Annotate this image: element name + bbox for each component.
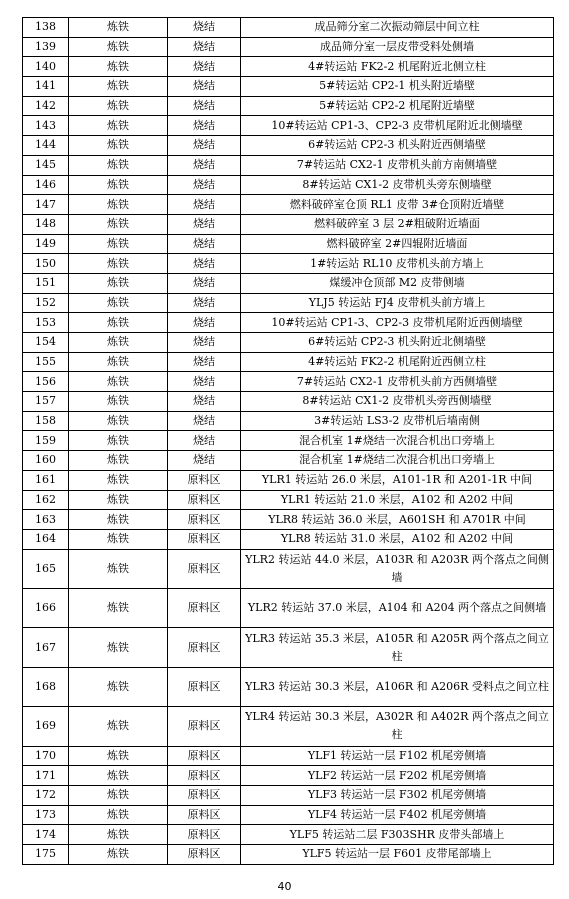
row-number-cell: 158 [23, 411, 69, 431]
table-row [23, 136, 554, 156]
department-cell: 炼铁 [69, 588, 168, 627]
location-cell: 成品筛分室一层皮带受料处侧墙 [241, 37, 554, 57]
location-cell: 煤缓冲仓顶部 M2 皮带侧墙 [241, 273, 554, 293]
location-cell: YLF5 转运站二层 F303SHR 皮带头部墙上 [241, 825, 554, 845]
location-cell: 7#转运站 CX2-1 皮带机头前方南侧墙壁 [241, 155, 554, 175]
location-cell: 8#转运站 CX1-2 皮带机头旁西侧墙壁 [241, 392, 554, 412]
location-cell: 10#转运站 CP1-3、CP2-3 皮带机尾附近西侧墙壁 [241, 313, 554, 333]
row-number-cell: 151 [23, 273, 69, 293]
table-row [23, 785, 554, 805]
location-cell: 燃料破碎室仓顶 RL1 皮带 3#仓顶附近墙壁 [241, 195, 554, 215]
area-cell: 烧结 [168, 352, 241, 372]
area-cell: 烧结 [168, 451, 241, 471]
row-number-cell: 170 [23, 746, 69, 766]
table-row [23, 844, 554, 864]
table-row [23, 37, 554, 57]
table-row [23, 451, 554, 471]
location-cell: YLF3 转运站一层 F302 机尾旁侧墙 [241, 785, 554, 805]
row-number-cell: 148 [23, 214, 69, 234]
location-cell: YLR2 转运站 37.0 米层，A104 和 A204 两个落点之间侧墙 [241, 588, 554, 627]
location-cell: YLR8 转运站 31.0 米层，A102 和 A202 中间 [241, 529, 554, 549]
location-cell: 6#转运站 CP2-3 机头附近西侧墙壁 [241, 136, 554, 156]
location-cell: 7#转运站 CX2-1 皮带机头前方西侧墙壁 [241, 372, 554, 392]
department-cell: 炼铁 [69, 746, 168, 766]
area-cell: 烧结 [168, 155, 241, 175]
table-row [23, 57, 554, 77]
location-cell: YLR1 转运站 21.0 米层，A102 和 A202 中间 [241, 490, 554, 510]
location-cell: 8#转运站 CX1-2 皮带机头旁东侧墙壁 [241, 175, 554, 195]
area-cell: 烧结 [168, 411, 241, 431]
location-cell: 6#转运站 CP2-3 机头附近北侧墙壁 [241, 333, 554, 353]
department-cell: 炼铁 [69, 136, 168, 156]
department-cell: 炼铁 [69, 844, 168, 864]
department-cell: 炼铁 [69, 707, 168, 746]
table-row [23, 18, 554, 38]
location-cell: YLR3 转运站 30.3 米层，A106R 和 A206R 受料点之间立柱 [241, 667, 554, 706]
table-row [23, 825, 554, 845]
department-cell: 炼铁 [69, 175, 168, 195]
row-number-cell: 138 [23, 18, 69, 38]
area-cell: 原料区 [168, 785, 241, 805]
area-cell: 烧结 [168, 116, 241, 136]
department-cell: 炼铁 [69, 77, 168, 97]
row-number-cell: 154 [23, 333, 69, 353]
area-cell: 烧结 [168, 392, 241, 412]
area-cell: 烧结 [168, 37, 241, 57]
area-cell: 烧结 [168, 77, 241, 97]
table-row [23, 313, 554, 333]
table-row [23, 510, 554, 530]
department-cell: 炼铁 [69, 470, 168, 490]
row-number-cell: 150 [23, 254, 69, 274]
row-number-cell: 152 [23, 293, 69, 313]
row-number-cell: 165 [23, 549, 69, 588]
area-cell: 烧结 [168, 18, 241, 38]
area-cell: 原料区 [168, 549, 241, 588]
table-row [23, 254, 554, 274]
location-cell: YLF4 转运站一层 F402 机尾旁侧墙 [241, 805, 554, 825]
department-cell: 炼铁 [69, 352, 168, 372]
location-cell: 燃料破碎室 2#四辊附近墙面 [241, 234, 554, 254]
location-cell: YLR3 转运站 35.3 米层，A105R 和 A205R 两个落点之间立柱 [241, 628, 554, 667]
location-cell: 4#转运站 FK2-2 机尾附近北侧立柱 [241, 57, 554, 77]
department-cell: 炼铁 [69, 805, 168, 825]
row-number-cell: 159 [23, 431, 69, 451]
department-cell: 炼铁 [69, 372, 168, 392]
location-cell: YLR8 转运站 36.0 米层，A601SH 和 A701R 中间 [241, 510, 554, 530]
location-cell: 成品筛分室二次振动筛层中间立柱 [241, 18, 554, 38]
row-number-cell: 172 [23, 785, 69, 805]
table-row [23, 470, 554, 490]
location-cell: YLR2 转运站 44.0 米层，A103R 和 A203R 两个落点之间侧墙 [241, 549, 554, 588]
area-cell: 原料区 [168, 588, 241, 627]
row-number-cell: 153 [23, 313, 69, 333]
department-cell: 炼铁 [69, 510, 168, 530]
table-row [23, 195, 554, 215]
row-number-cell: 164 [23, 529, 69, 549]
row-number-cell: 149 [23, 234, 69, 254]
area-cell: 烧结 [168, 273, 241, 293]
table-row [23, 490, 554, 510]
department-cell: 炼铁 [69, 18, 168, 38]
row-number-cell: 171 [23, 766, 69, 786]
area-cell: 原料区 [168, 707, 241, 746]
table-row [23, 529, 554, 549]
location-cell: YLF1 转运站一层 F102 机尾旁侧墙 [241, 746, 554, 766]
department-cell: 炼铁 [69, 116, 168, 136]
table-row [23, 116, 554, 136]
row-number-cell: 166 [23, 588, 69, 627]
table-row [23, 746, 554, 766]
department-cell: 炼铁 [69, 313, 168, 333]
area-cell: 烧结 [168, 372, 241, 392]
area-cell: 原料区 [168, 844, 241, 864]
table-row [23, 214, 554, 234]
table-row [23, 549, 554, 588]
row-number-cell: 168 [23, 667, 69, 706]
department-cell: 炼铁 [69, 234, 168, 254]
row-number-cell: 144 [23, 136, 69, 156]
department-cell: 炼铁 [69, 431, 168, 451]
area-cell: 烧结 [168, 313, 241, 333]
area-cell: 烧结 [168, 293, 241, 313]
location-cell: 1#转运站 RL10 皮带机头前方墙上 [241, 254, 554, 274]
location-cell: YLR4 转运站 30.3 米层，A302R 和 A402R 两个落点之间立柱 [241, 707, 554, 746]
department-cell: 炼铁 [69, 490, 168, 510]
row-number-cell: 140 [23, 57, 69, 77]
row-number-cell: 175 [23, 844, 69, 864]
table-row [23, 431, 554, 451]
location-cell: 4#转运站 FK2-2 机尾附近西侧立柱 [241, 352, 554, 372]
area-cell: 烧结 [168, 195, 241, 215]
row-number-cell: 156 [23, 372, 69, 392]
department-cell: 炼铁 [69, 451, 168, 471]
department-cell: 炼铁 [69, 411, 168, 431]
department-cell: 炼铁 [69, 628, 168, 667]
table-row [23, 273, 554, 293]
location-cell: YLF2 转运站一层 F202 机尾旁侧墙 [241, 766, 554, 786]
table-row [23, 155, 554, 175]
area-cell: 原料区 [168, 628, 241, 667]
table-row [23, 293, 554, 313]
department-cell: 炼铁 [69, 333, 168, 353]
area-cell: 烧结 [168, 175, 241, 195]
department-cell: 炼铁 [69, 392, 168, 412]
table-row [23, 667, 554, 706]
table-row [23, 96, 554, 116]
area-cell: 烧结 [168, 96, 241, 116]
row-number-cell: 139 [23, 37, 69, 57]
location-cell: 燃料破碎室 3 层 2#粗破附近墙面 [241, 214, 554, 234]
department-cell: 炼铁 [69, 214, 168, 234]
area-cell: 烧结 [168, 57, 241, 77]
location-cell: 5#转运站 CP2-2 机尾附近墙壁 [241, 96, 554, 116]
table-row [23, 411, 554, 431]
location-cell: YLR1 转运站 26.0 米层，A101-1R 和 A201-1R 中间 [241, 470, 554, 490]
row-number-cell: 145 [23, 155, 69, 175]
department-cell: 炼铁 [69, 766, 168, 786]
area-cell: 原料区 [168, 529, 241, 549]
page-number: 40 [277, 880, 292, 893]
row-number-cell: 162 [23, 490, 69, 510]
area-cell: 原料区 [168, 470, 241, 490]
area-cell: 原料区 [168, 667, 241, 706]
table-row [23, 234, 554, 254]
department-cell: 炼铁 [69, 293, 168, 313]
table-row [23, 372, 554, 392]
row-number-cell: 167 [23, 628, 69, 667]
area-cell: 烧结 [168, 214, 241, 234]
row-number-cell: 155 [23, 352, 69, 372]
table-row [23, 175, 554, 195]
table-body [23, 18, 554, 865]
location-cell: 10#转运站 CP1-3、CP2-3 皮带机尾附近北侧墙壁 [241, 116, 554, 136]
area-cell: 烧结 [168, 333, 241, 353]
location-cell: YLF5 转运站一层 F601 皮带尾部墙上 [241, 844, 554, 864]
area-cell: 原料区 [168, 825, 241, 845]
row-number-cell: 141 [23, 77, 69, 97]
department-cell: 炼铁 [69, 155, 168, 175]
table-row [23, 628, 554, 667]
row-number-cell: 142 [23, 96, 69, 116]
table-row [23, 392, 554, 412]
location-cell: YLJ5 转运站 FJ4 皮带机头前方墙上 [241, 293, 554, 313]
department-cell: 炼铁 [69, 667, 168, 706]
row-number-cell: 146 [23, 175, 69, 195]
row-number-cell: 169 [23, 707, 69, 746]
department-cell: 炼铁 [69, 825, 168, 845]
area-cell: 原料区 [168, 490, 241, 510]
department-cell: 炼铁 [69, 273, 168, 293]
department-cell: 炼铁 [69, 57, 168, 77]
location-cell: 5#转运站 CP2-1 机头附近墙壁 [241, 77, 554, 97]
row-number-cell: 163 [23, 510, 69, 530]
row-number-cell: 174 [23, 825, 69, 845]
table-row [23, 766, 554, 786]
row-number-cell: 160 [23, 451, 69, 471]
row-number-cell: 147 [23, 195, 69, 215]
department-cell: 炼铁 [69, 529, 168, 549]
area-cell: 烧结 [168, 254, 241, 274]
table-row [23, 77, 554, 97]
area-cell: 烧结 [168, 431, 241, 451]
area-cell: 原料区 [168, 766, 241, 786]
table-row [23, 805, 554, 825]
table-row [23, 352, 554, 372]
area-cell: 原料区 [168, 746, 241, 766]
location-cell: 3#转运站 LS3-2 皮带机后墙南侧 [241, 411, 554, 431]
department-cell: 炼铁 [69, 96, 168, 116]
location-cell: 混合机室 1#烧结一次混合机出口旁墙上 [241, 431, 554, 451]
department-cell: 炼铁 [69, 785, 168, 805]
area-cell: 原料区 [168, 510, 241, 530]
department-cell: 炼铁 [69, 254, 168, 274]
department-cell: 炼铁 [69, 549, 168, 588]
department-cell: 炼铁 [69, 195, 168, 215]
table-row [23, 707, 554, 746]
area-cell: 原料区 [168, 805, 241, 825]
row-number-cell: 173 [23, 805, 69, 825]
row-number-cell: 143 [23, 116, 69, 136]
row-number-cell: 161 [23, 470, 69, 490]
row-number-cell: 157 [23, 392, 69, 412]
location-table [22, 17, 554, 865]
table-row [23, 333, 554, 353]
department-cell: 炼铁 [69, 37, 168, 57]
table-row [23, 588, 554, 627]
area-cell: 烧结 [168, 234, 241, 254]
location-cell: 混合机室 1#烧结二次混合机出口旁墙上 [241, 451, 554, 471]
area-cell: 烧结 [168, 136, 241, 156]
